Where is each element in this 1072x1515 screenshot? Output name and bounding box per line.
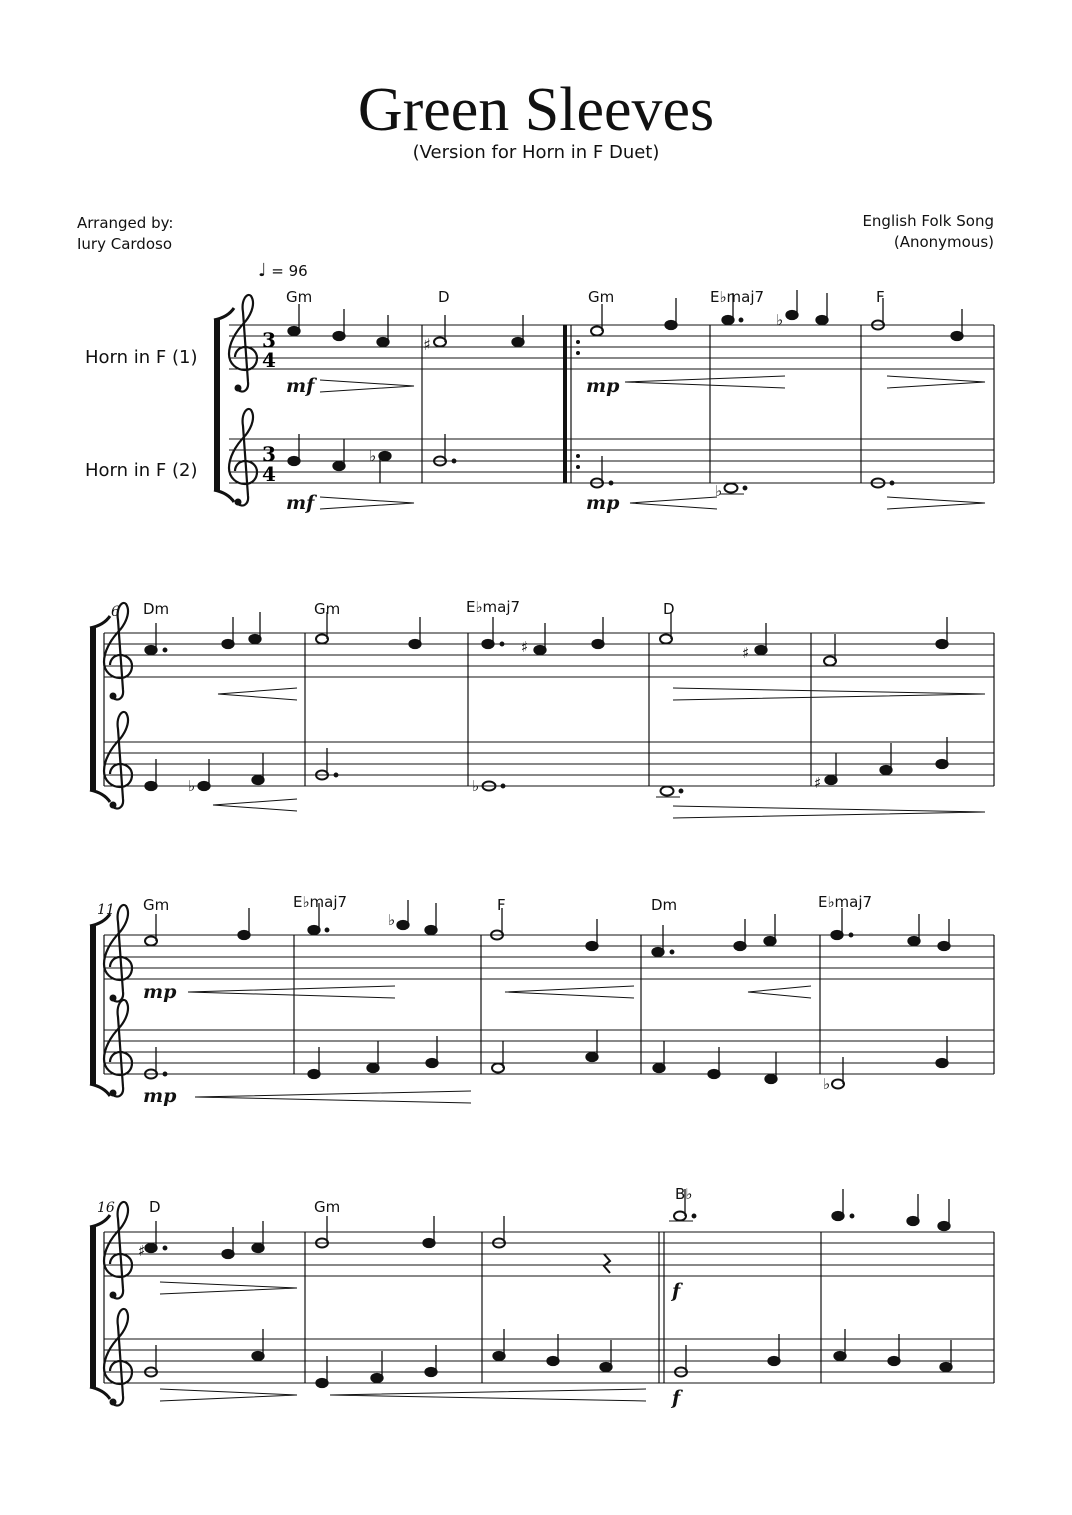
system-1: [214, 288, 994, 514]
system-bracket: [90, 1227, 96, 1387]
chord-symbol: Dm: [651, 896, 678, 914]
time-sig-top: 3: [262, 328, 276, 352]
dynamic-marking: mp: [586, 492, 620, 514]
svg-text:♭: ♭: [188, 777, 196, 795]
system-4: [90, 1185, 994, 1409]
page-title: Green Sleeves: [357, 76, 715, 144]
dynamic-marking: mp: [143, 981, 177, 1003]
system-bracket: [90, 628, 96, 790]
chord-symbol: Gm: [143, 896, 170, 914]
chord-symbol: Gm: [286, 288, 313, 306]
quarter-note-icon: ♩: [258, 260, 267, 281]
chord-symbol: E♭maj7: [293, 893, 348, 911]
svg-text:♯: ♯: [521, 638, 529, 656]
svg-text:♯: ♯: [138, 1242, 146, 1260]
part-name-horn-1: Horn in F (1): [85, 347, 198, 368]
chord-symbol: F: [497, 896, 506, 914]
system-bracket: [90, 926, 96, 1084]
chord-symbol: D: [149, 1198, 161, 1216]
chord-symbol: D: [438, 288, 450, 306]
svg-text:♯: ♯: [423, 335, 431, 354]
svg-text:♯: ♯: [814, 774, 822, 792]
system-bracket: [214, 320, 220, 490]
composer-name: (Anonymous): [893, 233, 994, 251]
system-3: [90, 893, 994, 1107]
chord-symbol: B♭: [675, 1185, 693, 1203]
part-name-horn-2: Horn in F (2): [85, 460, 198, 481]
measure-number: 6: [111, 604, 120, 620]
time-sig-bottom: 4: [262, 348, 276, 372]
dynamic-marking: mp: [143, 1085, 177, 1107]
dynamic-marking: mf: [286, 375, 315, 397]
time-sig-bottom: 4: [262, 462, 276, 486]
chord-symbol: Dm: [143, 600, 170, 618]
dynamic-marking: f: [672, 1387, 681, 1409]
chord-symbol: Gm: [588, 288, 615, 306]
dynamic-marking: mp: [586, 375, 620, 397]
svg-text:♭: ♭: [715, 482, 723, 500]
chord-symbol: D: [663, 600, 675, 618]
chord-symbol: E♭maj7: [466, 598, 521, 616]
svg-text:♭: ♭: [472, 777, 480, 795]
chord-symbol: F: [876, 288, 885, 306]
chord-symbol: E♭maj7: [710, 288, 765, 306]
page-subtitle: (Version for Horn in F Duet): [412, 142, 660, 163]
svg-text:♭: ♭: [823, 1075, 831, 1093]
svg-text:♭: ♭: [388, 911, 396, 929]
chord-symbol: Gm: [314, 1198, 341, 1216]
arranger-label: Arranged by:: [77, 214, 174, 232]
time-sig-top: 3: [262, 442, 276, 466]
composer-label: English Folk Song: [862, 212, 994, 230]
dynamic-marking: f: [672, 1280, 681, 1302]
svg-text:♭: ♭: [369, 447, 377, 465]
chord-symbol: Gm: [314, 600, 341, 618]
arranger-name: Iury Cardoso: [77, 235, 173, 253]
dynamic-marking: mf: [286, 492, 315, 514]
chord-symbol: E♭maj7: [818, 893, 873, 911]
system-2: [90, 598, 994, 818]
measure-number: 11: [97, 902, 115, 918]
tempo-value: = 96: [271, 262, 308, 280]
svg-text:♯: ♯: [742, 644, 750, 662]
measure-number: 16: [97, 1200, 115, 1216]
svg-text:♭: ♭: [776, 311, 784, 329]
